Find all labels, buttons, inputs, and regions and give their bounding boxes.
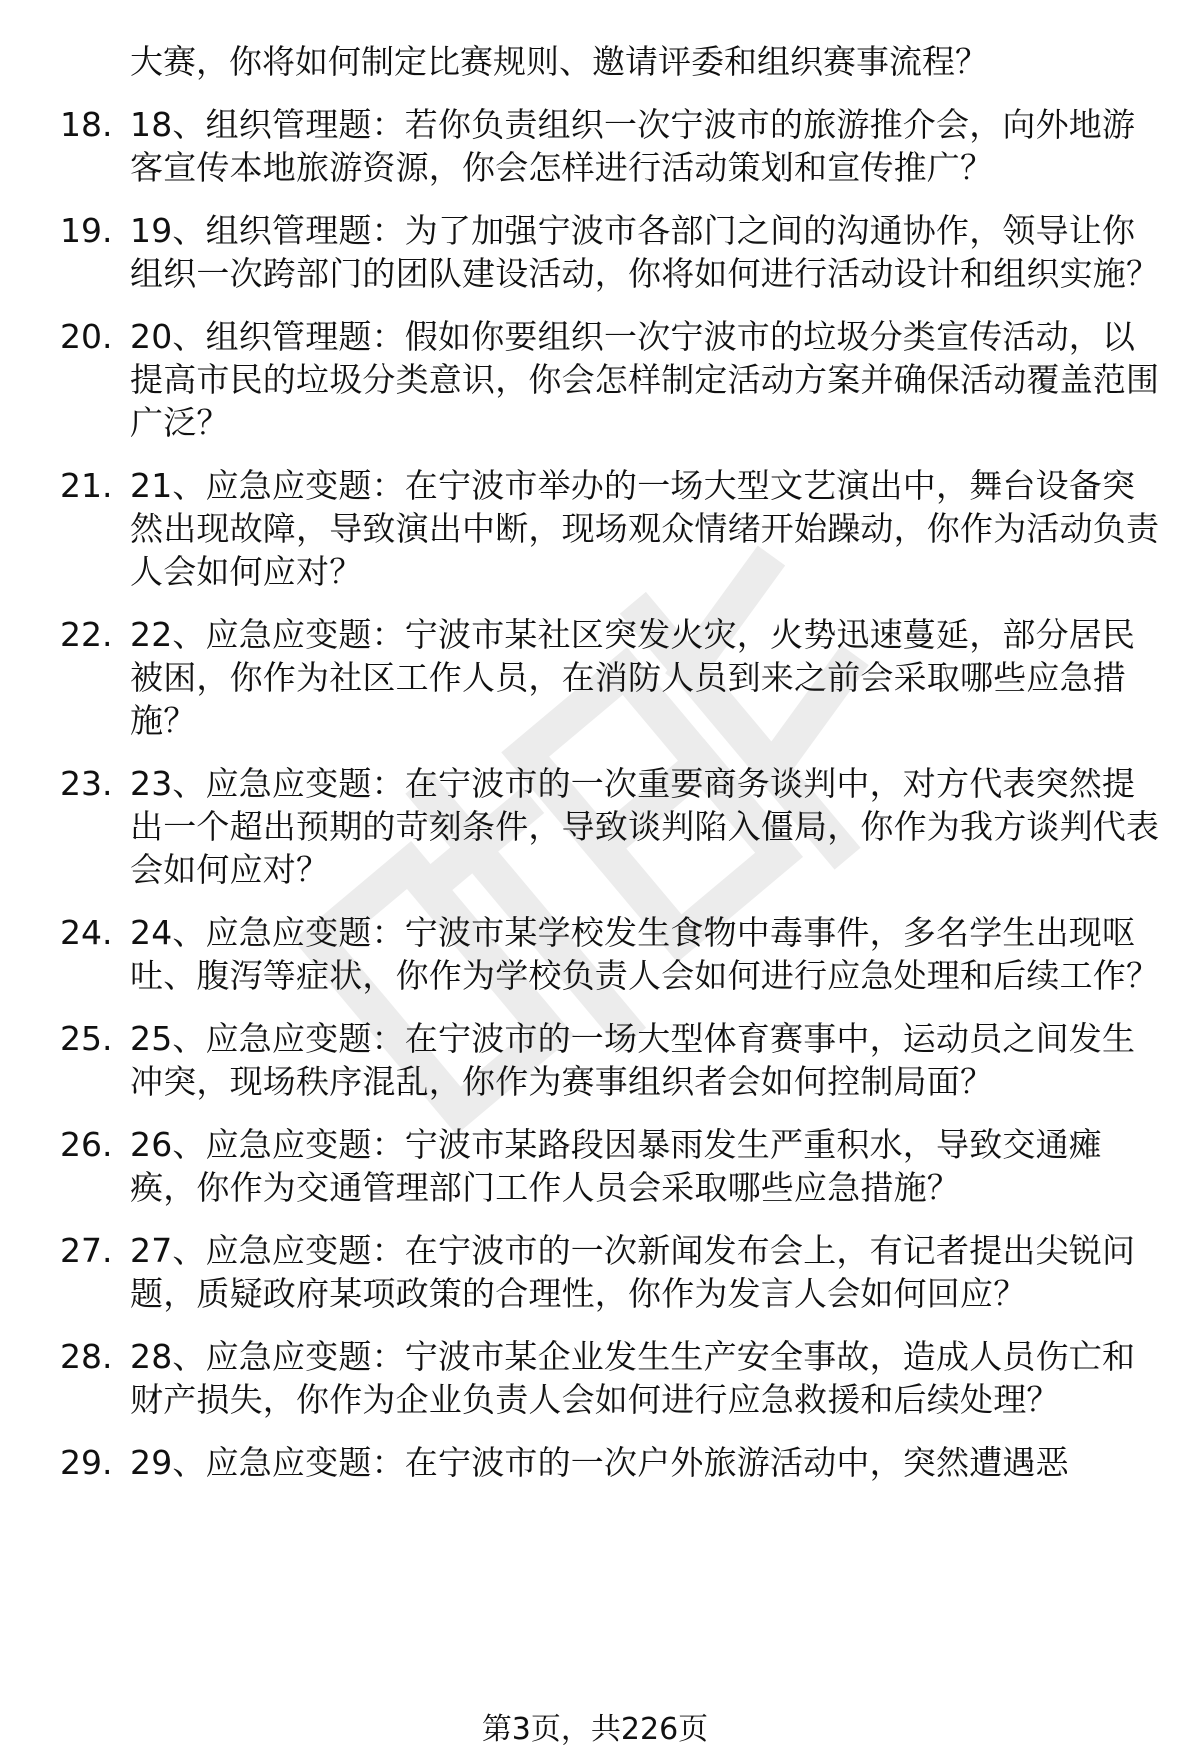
continuation-text: 大赛，你将如何制定比赛规则、邀请评委和组织赛事流程？ [130, 42, 988, 81]
question-number: 27. [60, 1231, 113, 1270]
question-text: 25、应急应变题：在宁波市的一场大型体育赛事中，运动员之间发生冲突，现场秩序混乱，你作为赛事组织者会如何控制局面？ [130, 1019, 1136, 1101]
question-number: 23. [60, 764, 113, 803]
question-number: 25. [60, 1019, 113, 1058]
page-footer: 第3页，共226页 [481, 1712, 709, 1747]
question-text: 18、组织管理题：若你负责组织一次宁波市的旅游推介会，向外地游客宣传本地旅游资源，你会怎样进行活动策划和宣传推广？ [130, 105, 1136, 187]
question-list [60, 103, 1160, 1484]
page-content [60, 40, 1160, 1504]
question-item [60, 762, 1160, 891]
question-item [60, 315, 1160, 444]
question-number: 18. [60, 105, 113, 144]
question-text: 27、应急应变题：在宁波市的一次新闻发布会上，有记者提出尖锐问题，质疑政府某项政策的合理性，你作为发言人会如何回应？ [130, 1231, 1136, 1313]
question-text: 22、应急应变题：宁波市某社区突发火灾，火势迅速蔓延，部分居民被困，你作为社区工作人员，在消防人员到来之前会采取哪些应急措施？ [130, 615, 1136, 740]
question-item [60, 1123, 1160, 1209]
question-text: 26、应急应变题：宁波市某路段因暴雨发生严重积水，导致交通瘫痪，你作为交通管理部门工作人员会采取哪些应急措施？ [130, 1125, 1102, 1207]
question-number: 22. [60, 615, 113, 654]
question-item [60, 613, 1160, 742]
question-text: 28、应急应变题：宁波市某企业发生生产安全事故，造成人员伤亡和财产损失，你作为企业负责人会如何进行应急救援和后续处理？ [130, 1337, 1136, 1419]
question-item [60, 1229, 1160, 1315]
question-number: 28. [60, 1337, 113, 1376]
question-text: 20、组织管理题：假如你要组织一次宁波市的垃圾分类宣传活动，以提高市民的垃圾分类意识，你会怎样制定活动方案并确保活动覆盖范围广泛？ [130, 317, 1160, 442]
question-number: 19. [60, 211, 113, 250]
question-text: 29、应急应变题：在宁波市的一次户外旅游活动中，突然遭遇恶 [130, 1443, 1069, 1482]
question-text: 21、应急应变题：在宁波市举办的一场大型文艺演出中，舞台设备突然出现故障，导致演出中断，现场观众情绪开始躁动，你作为活动负责人会如何应对？ [130, 466, 1160, 591]
question-item [60, 464, 1160, 593]
question-number: 21. [60, 466, 113, 505]
question-text: 19、组织管理题：为了加强宁波市各部门之间的沟通协作，领导让你组织一次跨部门的团队建设活动，你将如何进行活动设计和组织实施？ [130, 211, 1160, 293]
question-number: 24. [60, 913, 113, 952]
question-item [60, 1335, 1160, 1421]
question-item [60, 1017, 1160, 1103]
question-text: 24、应急应变题：宁波市某学校发生食物中毒事件，多名学生出现呕吐、腹泻等症状，你作为学校负责人会如何进行应急处理和后续工作？ [130, 913, 1160, 995]
question-item [60, 103, 1160, 189]
question-number: 20. [60, 317, 113, 356]
question-number: 29. [60, 1443, 113, 1482]
question-number: 26. [60, 1125, 113, 1164]
question-text: 23、应急应变题：在宁波市的一次重要商务谈判中，对方代表突然提出一个超出预期的苛刻条件，导致谈判陷入僵局，你作为我方谈判代表会如何应对？ [130, 764, 1160, 889]
question-item [60, 209, 1160, 295]
question-item [60, 1441, 1160, 1484]
question-item [60, 911, 1160, 997]
